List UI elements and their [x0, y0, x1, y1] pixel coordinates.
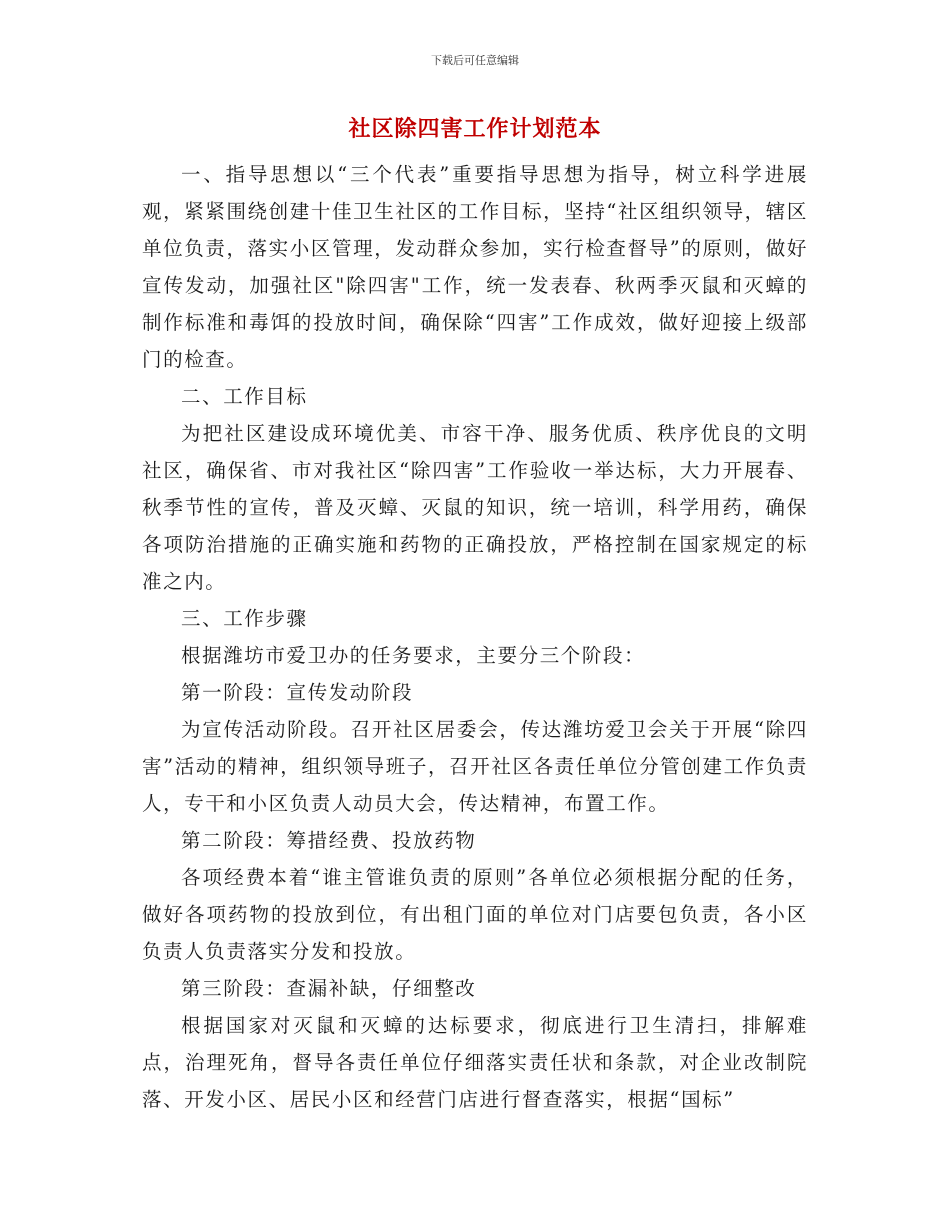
page-header-note: 下载后可任意编辑 — [431, 54, 519, 67]
heading-stage-one: 第一阶段：宣传发动阶段 — [181, 681, 414, 704]
paragraph-stages-intro: 根据潍坊市爱卫办的任务要求，主要分三个阶段： — [181, 644, 646, 667]
document-title: 社区除四害工作计划范本 — [348, 116, 602, 142]
heading-stage-three: 第三阶段：查漏补缺，仔细整改 — [181, 977, 477, 1000]
paragraph-guiding-ideology: 一、指导思想以“三个代表”重要指导思想为指导，树立科学进展观，紧紧围绕创建十佳卫生社区的工作目标，坚持“社区组织领导，辖区单位负责，落实小区管理，发动群众参加，实行检查督导”的原则，做好宣传发动，加强社区"除四害"工作，统一发表春、秋两季灭鼠和灭蟑的制作标准和毒饵的投放时间，确保除“四害”工作成效，做好迎接上级部门的检查。 — [142, 163, 808, 371]
paragraph-work-goals: 为把社区建设成环境优美、市容干净、服务优质、秩序优良的文明社区，确保省、市对我社区“除四害”工作验收一举达标，大力开展春、秋季节性的宣传，普及灭蟑、灭鼠的知识，统一培训，科学用药，确保各项防治措施的正确实施和药物的正确投放，严格控制在国家规定的标准之内。 — [142, 422, 808, 593]
heading-work-steps: 三、工作步骤 — [181, 607, 308, 630]
document-body — [142, 156, 808, 1118]
paragraph-stage-two: 各项经费本着“谁主管谁负责的原则”各单位必须根据分配的任务，做好各项药物的投放到位，有出租门面的单位对门店要包负责，各小区负责人负责落实分发和投放。 — [142, 866, 808, 963]
paragraph-stage-three: 根据国家对灭鼠和灭蟑的达标要求，彻底进行卫生清扫，排解难点，治理死角，督导各责任单位仔细落实责任状和条款，对企业改制院落、开发小区、居民小区和经营门店进行督查落实，根据“国标” — [142, 1014, 808, 1111]
heading-work-goals: 二、工作目标 — [181, 385, 308, 408]
heading-stage-two: 第二阶段：筹措经费、投放药物 — [181, 829, 477, 852]
paragraph-stage-one: 为宣传活动阶段。召开社区居委会，传达潍坊爱卫会关于开展“除四害”活动的精神，组织领导班子，召开社区各责任单位分管创建工作负责人，专干和小区负责人动员大会，传达精神，布置工作。 — [142, 718, 808, 815]
